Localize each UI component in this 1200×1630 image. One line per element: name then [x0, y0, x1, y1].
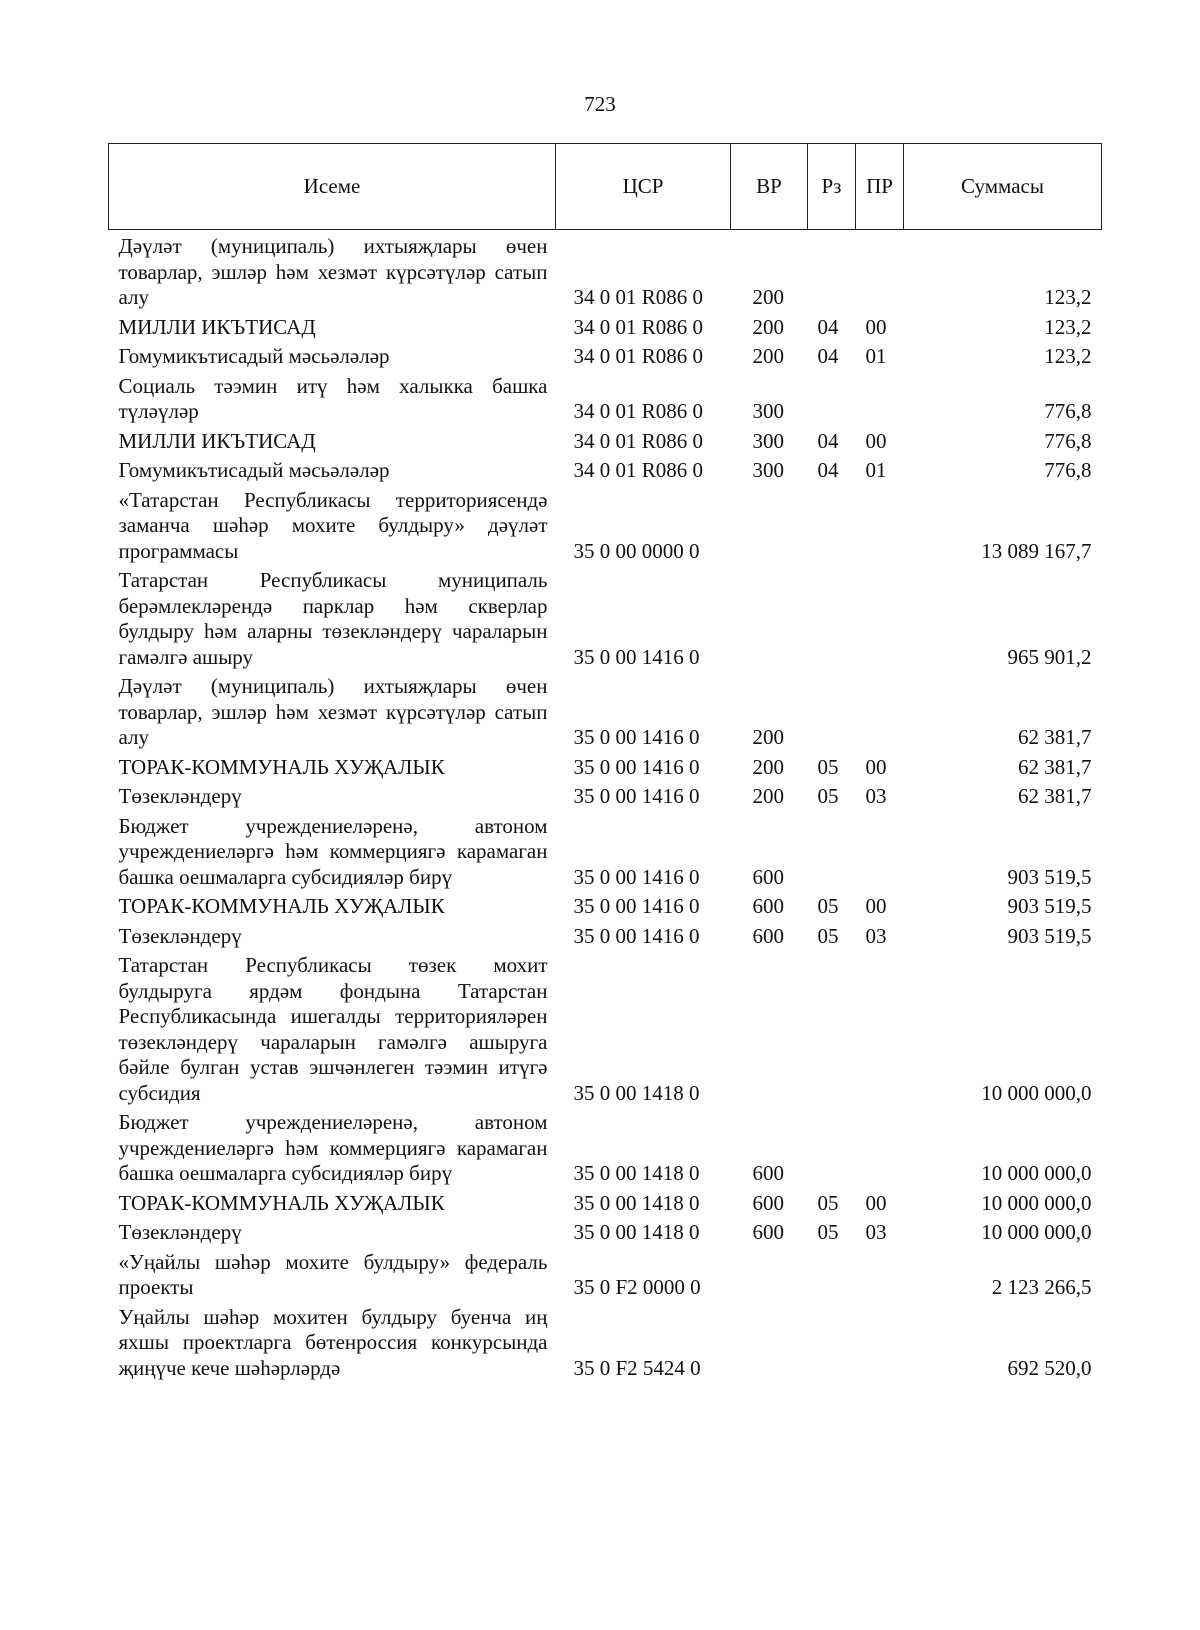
cell-sum: 62 381,7 [1018, 784, 1092, 808]
cell-csr: 35 0 00 1416 0 [573, 754, 700, 779]
cell-pr [856, 230, 904, 313]
cell-vr: 300 [752, 458, 784, 482]
cell-sum: 776,8 [1044, 458, 1092, 482]
cell-sum: 776,8 [1044, 399, 1092, 423]
cell-sum: 903 519,5 [1007, 864, 1092, 889]
cell-sum: 13 089 167,7 [981, 538, 1092, 563]
cell-name: Гомумикътисадый мәсьәләләр [118, 458, 390, 482]
cell-sum: 10 000 000,0 [981, 1190, 1092, 1215]
cell-pr: 01 [865, 458, 887, 482]
cell-csr: 35 0 00 1416 0 [573, 923, 700, 948]
cell-pr [856, 1303, 904, 1384]
cell-name: Бюджет учреждениеләренә, автоном учреждениеләргә һәм коммерциягә карамаган башка оешмаларга субсидияләр бирү [118, 813, 548, 889]
cell-name: Төзекләндерү [118, 784, 242, 808]
header-pr: ПР [856, 144, 904, 230]
cell-rz: 05 [817, 894, 839, 918]
cell-vr: 300 [752, 428, 784, 453]
cell-sum: 776,8 [1044, 428, 1092, 453]
cell-rz [808, 812, 856, 893]
table-row [109, 1248, 1102, 1303]
cell-sum: 62 381,7 [1018, 725, 1092, 749]
cell-pr: 00 [865, 314, 887, 339]
cell-name: Социаль тәэмин итү һәм халыкка башка түләүләр [118, 373, 548, 423]
table-row [109, 951, 1102, 1108]
cell-vr: 200 [752, 344, 784, 368]
cell-name: Уңайлы шәһәр мохитен булдыру буенча иң яхшы проектларга бөтенроссия конкурсында җиңүче кече шәһәрләрдә [118, 1304, 548, 1380]
cell-pr: 00 [865, 894, 887, 918]
table-row [109, 486, 1102, 567]
header-vr: ВР [731, 144, 808, 230]
header-csr: ЦСР [556, 144, 731, 230]
cell-pr [856, 486, 904, 567]
cell-name: МИЛЛИ ИКЪТИСАД [118, 314, 316, 339]
cell-pr: 01 [865, 344, 887, 368]
table-body [109, 230, 1102, 1384]
cell-csr: 35 0 00 1418 0 [573, 1161, 700, 1185]
table-row [109, 753, 1102, 783]
cell-vr: 200 [752, 784, 784, 808]
header-name: Исеме [109, 144, 556, 230]
cell-csr: 34 0 01 R086 0 [573, 428, 704, 453]
cell-name: ТОРАК-КОММУНАЛЬ ХУҖАЛЫК [118, 754, 445, 779]
cell-rz: 05 [817, 923, 839, 948]
cell-sum: 10 000 000,0 [981, 1220, 1092, 1244]
cell-sum: 10 000 000,0 [981, 1161, 1092, 1185]
cell-name: ТОРАК-КОММУНАЛЬ ХУҖАЛЫК [118, 894, 445, 918]
cell-vr: 300 [752, 399, 784, 423]
cell-sum: 965 901,2 [1007, 644, 1092, 669]
table-row [109, 230, 1102, 313]
header-sum: Суммасы [904, 144, 1102, 230]
cell-rz: 04 [817, 344, 839, 368]
cell-pr [856, 672, 904, 753]
table-row [109, 922, 1102, 952]
cell-pr: 00 [865, 754, 887, 779]
cell-pr [856, 372, 904, 427]
cell-rz [808, 486, 856, 567]
table-row [109, 456, 1102, 486]
cell-name: Бюджет учреждениеләренә, автоном учреждениеләргә һәм коммерциягә карамаган башка оешмаларга субсидияләр бирү [118, 1110, 548, 1185]
cell-pr [856, 812, 904, 893]
cell-csr: 35 0 00 1416 0 [573, 725, 700, 749]
cell-vr: 200 [752, 285, 784, 309]
cell-rz [808, 230, 856, 313]
header-rz: Рз [808, 144, 856, 230]
table-row [109, 1108, 1102, 1189]
cell-vr [731, 1303, 808, 1384]
cell-vr: 600 [752, 894, 784, 918]
cell-pr: 00 [865, 428, 887, 453]
cell-csr: 35 0 00 1416 0 [573, 784, 700, 808]
cell-sum: 10 000 000,0 [981, 1080, 1092, 1105]
page-number: 723 [584, 92, 616, 116]
cell-vr [731, 951, 808, 1108]
cell-csr: 35 0 F2 0000 0 [573, 1275, 701, 1299]
cell-sum: 903 519,5 [1007, 923, 1092, 948]
cell-csr: 35 0 00 1416 0 [573, 894, 700, 918]
cell-rz [808, 1108, 856, 1189]
cell-csr: 34 0 01 R086 0 [573, 285, 704, 309]
cell-name: Татарстан Республикасы төзек мохит булдыруга ярдәм фондына Татарстан Республикасында ишегалды территорияләрен төзекләндерү чараларын гамәлгә ашыруга бәйле булган устав эшчәнлеген тәэмин итүгә субсидия [118, 953, 548, 1105]
budget-table [108, 143, 1102, 1383]
cell-csr: 35 0 00 1418 0 [573, 1080, 700, 1105]
cell-name: Дәүләт (муниципаль) ихтыяҗлары өчен товарлар, эшләр һәм хезмәт күрсәтүләр сатып алу [118, 234, 548, 309]
cell-csr: 34 0 01 R086 0 [573, 458, 704, 482]
cell-rz: 04 [817, 458, 839, 482]
cell-name: Гомумикътисадый мәсьәләләр [118, 344, 390, 368]
cell-sum: 123,2 [1044, 344, 1092, 368]
table-row [109, 812, 1102, 893]
cell-name: «Татарстан Республикасы территориясендә заманча шәһәр мохите булдыру» дәүләт программасы [118, 487, 548, 563]
cell-rz: 04 [817, 428, 839, 453]
cell-rz: 05 [817, 784, 839, 808]
cell-rz: 04 [817, 314, 839, 339]
cell-vr: 600 [752, 864, 784, 889]
cell-csr: 35 0 00 0000 0 [573, 538, 700, 563]
cell-pr: 03 [865, 784, 887, 808]
budget-table-container [108, 143, 1101, 1383]
cell-rz [808, 672, 856, 753]
cell-sum: 692 520,0 [1007, 1355, 1092, 1380]
table-row [109, 782, 1102, 812]
cell-vr: 200 [752, 725, 784, 749]
cell-rz [808, 1248, 856, 1303]
table-row [109, 672, 1102, 753]
cell-csr: 35 0 00 1416 0 [573, 644, 700, 669]
cell-sum: 2 123 266,5 [991, 1275, 1092, 1299]
cell-csr: 34 0 01 R086 0 [573, 314, 704, 339]
cell-pr: 03 [865, 1220, 887, 1244]
cell-sum: 62 381,7 [1018, 754, 1092, 779]
cell-pr: 00 [865, 1190, 887, 1215]
cell-rz: 05 [817, 1220, 839, 1244]
cell-rz [808, 372, 856, 427]
cell-vr: 200 [752, 754, 784, 779]
cell-csr: 34 0 01 R086 0 [573, 399, 704, 423]
cell-name: «Уңайлы шәһәр мохите булдыру» федераль проекты [118, 1249, 548, 1299]
cell-vr [731, 1248, 808, 1303]
cell-rz: 05 [817, 1190, 839, 1215]
cell-sum: 123,2 [1044, 314, 1092, 339]
cell-name: ТОРАК-КОММУНАЛЬ ХУҖАЛЫК [118, 1190, 445, 1215]
table-header-row [109, 144, 1102, 230]
cell-pr [856, 1248, 904, 1303]
table-row [109, 342, 1102, 372]
cell-vr [731, 486, 808, 567]
table-row [109, 427, 1102, 457]
cell-rz [808, 1303, 856, 1384]
cell-rz: 05 [817, 754, 839, 779]
cell-vr [731, 566, 808, 672]
cell-name: Татарстан Республикасы муниципаль берәмлекләрендә парклар һәм скверлар булдыру һәм аларны төзекләндерү чараларын гамәлгә ашыру [118, 568, 548, 669]
cell-vr: 600 [752, 1220, 784, 1244]
cell-pr: 03 [865, 923, 887, 948]
table-row [109, 1303, 1102, 1384]
cell-vr: 200 [752, 314, 784, 339]
table-row [109, 566, 1102, 672]
cell-csr: 35 0 00 1418 0 [573, 1220, 700, 1244]
cell-csr: 35 0 00 1418 0 [573, 1190, 700, 1215]
cell-name: Төзекләндерү [118, 923, 242, 948]
cell-pr [856, 1108, 904, 1189]
table-row [109, 892, 1102, 922]
cell-vr: 600 [752, 1190, 784, 1215]
cell-name: Төзекләндерү [118, 1220, 242, 1244]
cell-name: МИЛЛИ ИКЪТИСАД [118, 428, 316, 453]
cell-rz [808, 566, 856, 672]
cell-rz [808, 951, 856, 1108]
cell-vr: 600 [752, 923, 784, 948]
cell-name: Дәүләт (муниципаль) ихтыяҗлары өчен товарлар, эшләр һәм хезмәт күрсәтүләр сатып алу [118, 674, 548, 749]
cell-sum: 123,2 [1044, 285, 1092, 309]
cell-pr [856, 951, 904, 1108]
cell-csr: 34 0 01 R086 0 [573, 344, 704, 368]
table-row [109, 313, 1102, 343]
cell-vr: 600 [752, 1161, 784, 1185]
cell-pr [856, 566, 904, 672]
table-row [109, 1218, 1102, 1248]
cell-csr: 35 0 00 1416 0 [573, 864, 700, 889]
table-row [109, 1189, 1102, 1219]
cell-csr: 35 0 F2 5424 0 [573, 1355, 701, 1380]
cell-sum: 903 519,5 [1007, 894, 1092, 918]
table-row [109, 372, 1102, 427]
